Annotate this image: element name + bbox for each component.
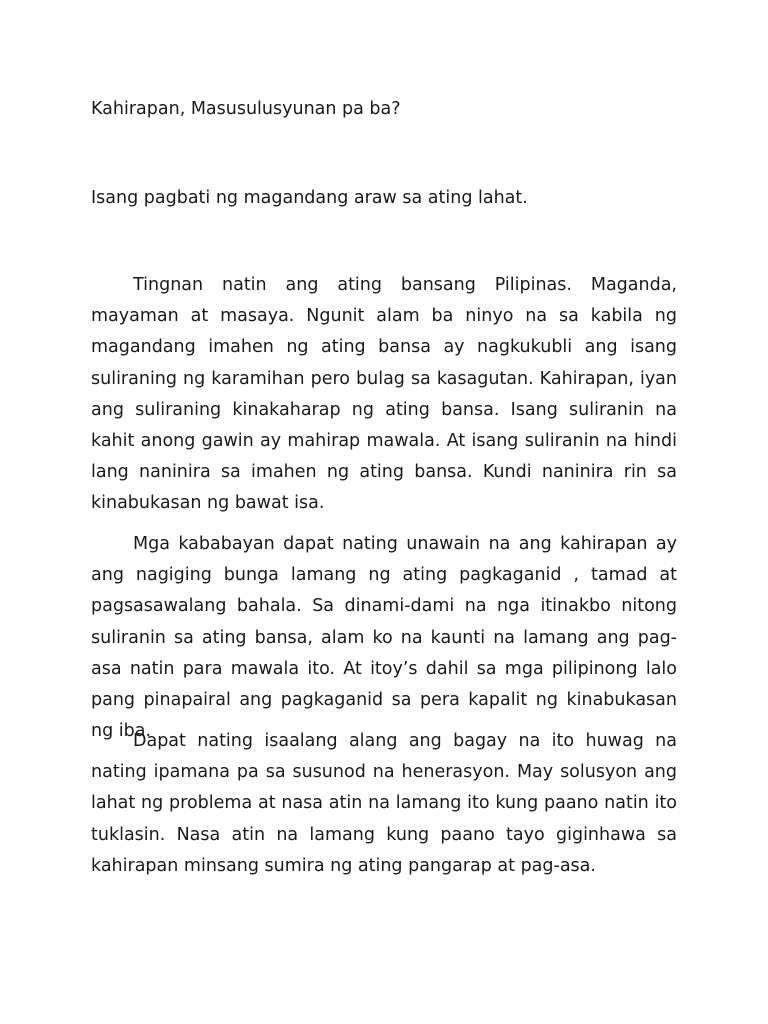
paragraph-2: Mga kababayan dapat nating unawain na ang kahirapan ay ang nagiging bunga lamang ng ating pagkaganid , tamad at pagsasawalang bahala. Sa dinami-dami na nga itinakbo nitong suliranin sa ating bansa, alam ko na kaunti na lamang ang pag-asa natin para mawala ito. At itoy’s dahil sa mga pilipinong lalo pang pinapairal ang pagkaganid sa pera kapalit ng kinabukasan ng iba.: [91, 534, 677, 742]
document-title: Kahirapan, Masusulusyunan pa ba?: [91, 99, 401, 119]
paragraph-1: Tingnan natin ang ating bansang Pilipinas. Maganda, mayaman at masaya. Ngunit alam ba ninyo na sa kabila ng magandang imahen ng ating bansa ay nagkukubli ang isang suliraning ng karamihan pero bulag sa kasagutan. Kahirapan, iyan ang suliraning kinakaharap ng ating bansa. Isang suliranin na kahit anong gawin ay mahirap mawala. At isang suliranin na hindi lang naninira sa imahen ng ating bansa. Kundi naninira rin sa kinabukasan ng bawat isa.: [91, 275, 677, 514]
paragraph-3: Dapat nating isaalang alang ang bagay na ito huwag na nating ipamana pa sa susunod na henerasyon. May solusyon ang lahat ng problema at nasa atin na lamang ito kung paano natin ito tuklasin. Nasa atin na lamang kung paano tayo giginhawa sa kahirapan minsang sumira ng ating pangarap at pag-asa.: [91, 731, 677, 876]
greeting-text: Isang pagbati ng magandang araw sa ating lahat.: [91, 188, 528, 208]
